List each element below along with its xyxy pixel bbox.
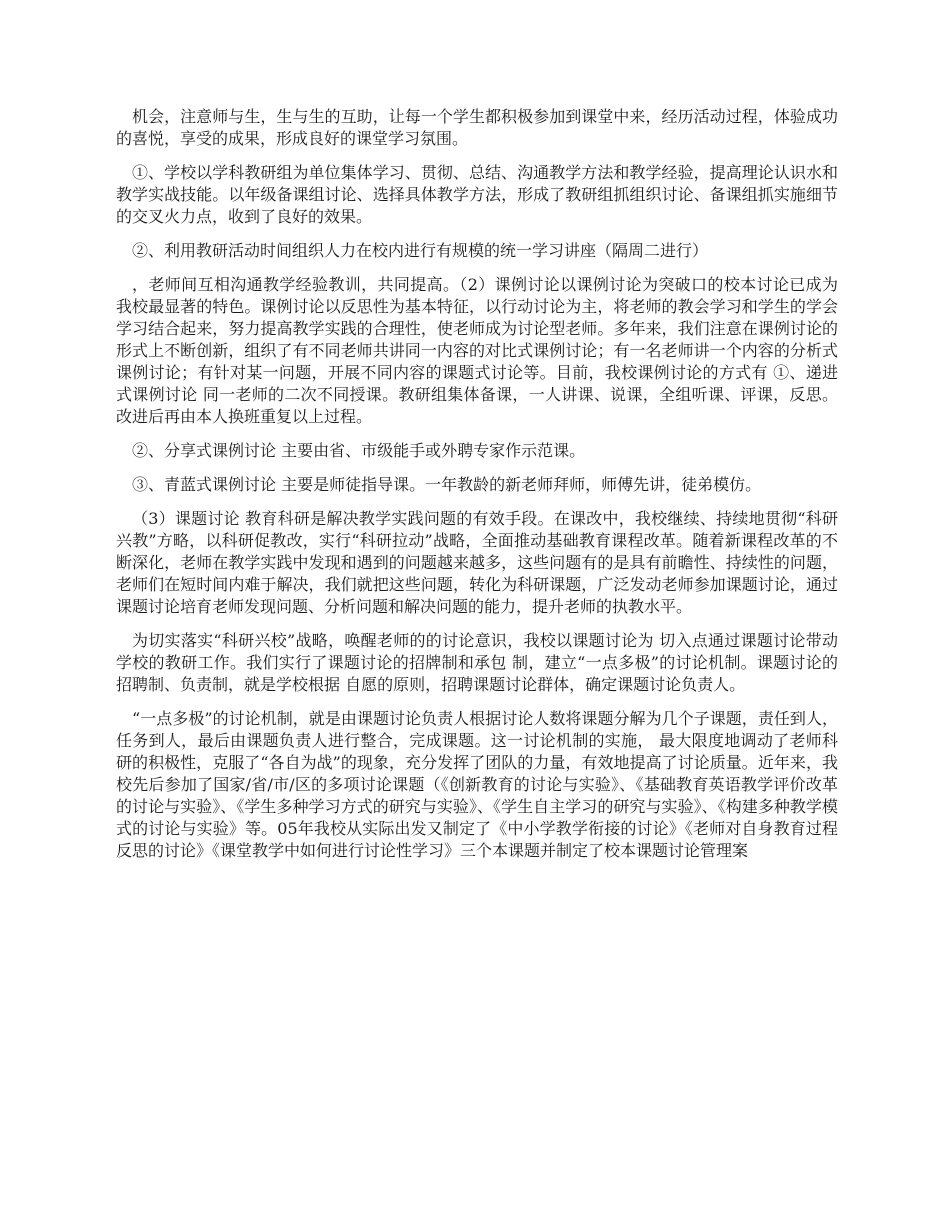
paragraph-3: ②、利用教研活动时间组织人力在校内进行有规模的统一学习讲座（隔周二进行）	[132, 241, 709, 260]
paragraph-2: ①、学校以学科教研组为单位集体学习、贯彻、总结、沟通教学方法和教学经验，提高理论认识水和教学实战技能。以年级备课组讨论、选择具体教学方法，形成了教研组抓组织讨论、备课组抓实施细节的交叉火力点，收到了良好的效果。	[116, 163, 838, 226]
paragraph-4: ，老师间互相沟通教学经验教训，共同提高。（2）课例讨论以课例讨论为突破口的校本讨论已成为我校最显著的特色。课例讨论以反思性为基本特征，以行动讨论为主，将老师的教会学习和学生的学会学习结合起来，努力提高教学实践的合理性，使老师成为讨论型老师。多年来，我们注意在课例讨论的形式上不断创新，组织了有不同老师共讲同一内容的对比式课例讨论；有一名老师讲一个内容的分析式课例讨论；有针对某一问题，开展不同内容的课题式讨论等。目前，我校课例讨论的方式有 ①、递进式课例讨论 同一老师的二次不同授课。教研组集体备课，一人讲课、说课，全组听课、评课，反思。改进后再由本人换班重复以上过程。	[116, 275, 838, 426]
paragraph-9: “一点多极”的讨论机制，就是由课题讨论负责人根据讨论人数将课题分解为几个子课题，责任到人，任务到人，最后由课题负责人进行整合，完成课题。这一讨论机制的实施， 最大限度地调动了老师科研的积极性，克服了“各自为战”的现象，充分发挥了团队的力量，有效地提高了讨论质量。近年来，我校先后参加了国家/省/市/区的多项讨论课题（《创新教育的讨论与实验》、《基础教育英语教学评价改革的讨论与实验》、《学生多种学习方式的研究与实验》、《学生自主学习的研究与实验》、《构建多种教学模式的讨论与实验》等。05年我校从实际出发又制定了《中小学教学衔接的讨论》《老师对自身教育过程反思的讨论》《课堂教学中如何进行讨论性学习》三个本课题并制定了校本课题讨论管理案	[116, 709, 838, 860]
paragraph-6: ③、青蓝式课例讨论 主要是师徒指导课。一年教龄的新老师拜师，师傅先讲，徒弟模仿。	[132, 475, 762, 494]
paragraph-8: 为切实落实“科研兴校”战略，唤醒老师的的讨论意识，我校以课题讨论为 切入点通过课题讨论带动学校的教研工作。我们实行了课题讨论的招牌制和承包 制，建立“一点多极”的讨论机制。课题讨论的招聘制、负责制，就是学校根据 自愿的原则，招聘课题讨论群体，确定课题讨论负责人。	[116, 631, 838, 694]
paragraph-7: （3）课题讨论 教育科研是解决教学实践问题的有效手段。在课改中，我校继续、持续地贯彻“科研兴教”方略，以科研促教改，实行“科研拉动”战略，全面推动基础教育课程改革。随着新课程改革的不断深化，老师在教学实践中发现和遇到的问题越来越多，这些问题有的是具有前瞻性、持续性的问题，老师们在短时间内难于解决，我们就把这些问题，转化为科研课题，广泛发动老师参加课题讨论，通过课题讨论培育老师发现问题、分析问题和解决问题的能力，提升老师的执教水平。	[116, 509, 838, 616]
paragraph-1: 机会，注意师与生，生与生的互助，让每一个学生都积极参加到课堂中来，经历活动过程，体验成功的喜悦，享受的成果，形成良好的课堂学习氛围。	[116, 107, 838, 148]
document-body	[116, 106, 838, 874]
paragraph-5: ②、分享式课例讨论 主要由省、市级能手或外聘专家作示范课。	[132, 441, 586, 460]
